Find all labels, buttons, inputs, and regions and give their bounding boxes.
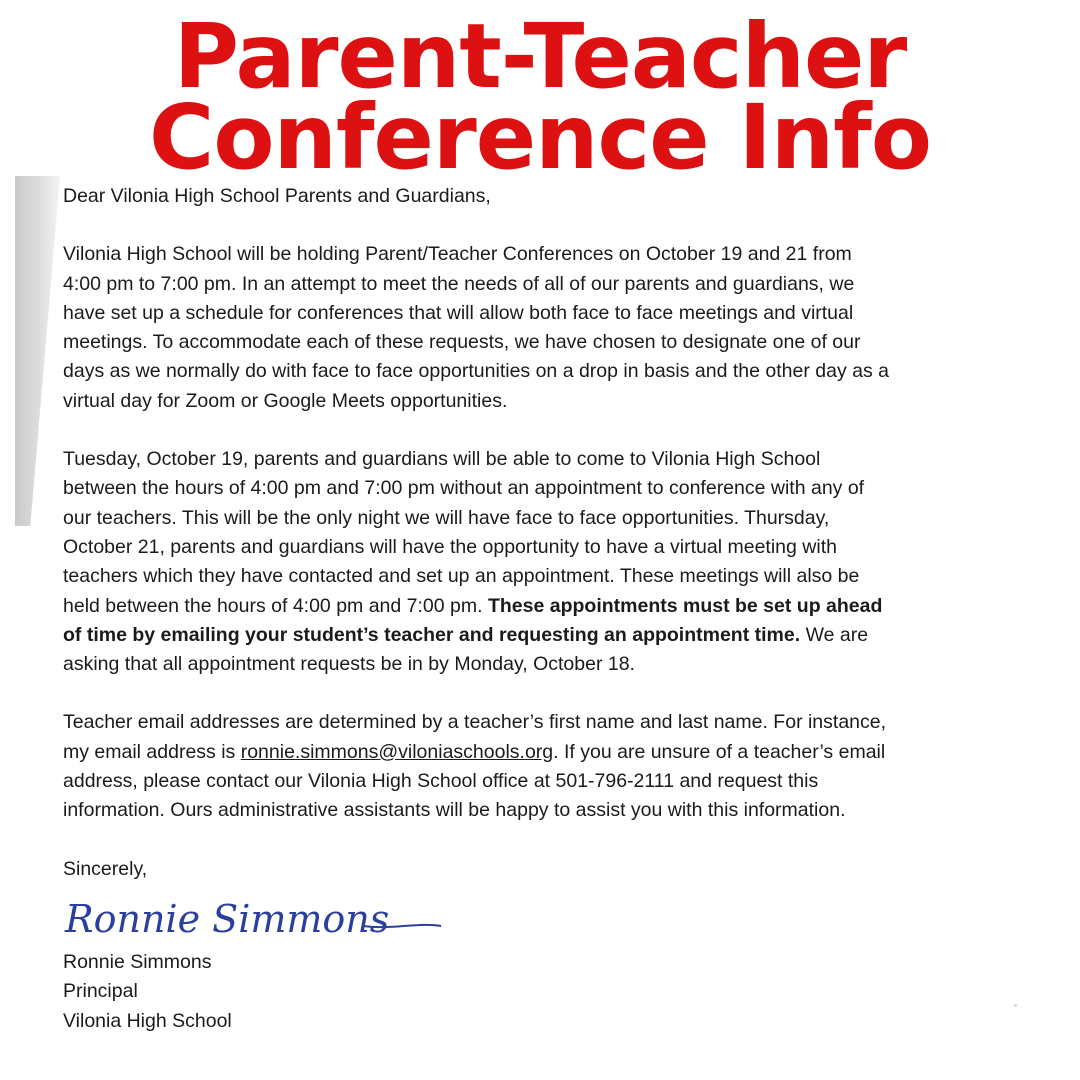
text-line: address, please contact our Vilonia High School office at 501-796-2111 and request this: [63, 770, 819, 793]
scan-shadow-edge: [15, 176, 60, 526]
email-link[interactable]: ronnie.simmons@viloniaschools.org: [240, 740, 554, 763]
text-line: days as we normally do with face to face opportunities on a drop in basis and the other day as a: [63, 360, 889, 383]
headline-line-2: Conference Info: [149, 85, 931, 189]
text-line: asking that all appointment requests be in by Monday, October 18.: [63, 653, 635, 676]
text-line: have set up a schedule for conferences that will allow both face to face meetings and virtual: [63, 301, 854, 324]
text-line: October 21, parents and guardians will have the opportunity to have a virtual meeting with: [63, 535, 837, 558]
text-line: information. Ours administrative assistants will be happy to assist you with this information.: [63, 799, 846, 822]
text-line: virtual day for Zoom or Google Meets opportunities.: [63, 389, 508, 412]
signatory-block: [63, 948, 1063, 1036]
text-line: held between the hours of 4:00 pm and 7:00 pm. These appointments must be set up ahead: [63, 594, 883, 617]
text-line: teachers which they have contacted and set up an appointment. These meetings will also be: [63, 565, 860, 588]
paragraph-schedule: [63, 445, 1063, 679]
paragraph-email-info: [63, 708, 1063, 825]
text-line: meetings. To accommodate each of these requests, we have chosen to designate one of our: [63, 331, 861, 354]
letter-greeting: Dear Vilonia High School Parents and Guardians,: [63, 185, 491, 207]
bold-instruction-1: These appointments must be set up ahead: [487, 594, 883, 617]
paragraph-conference-dates: [63, 240, 1063, 416]
text-line: of time by emailing your student’s teacher and requesting an appointment time. We are: [63, 623, 869, 646]
signatory-title: Principal: [63, 980, 138, 1003]
text-line: Tuesday, October 19, parents and guardians will be able to come to Vilonia High School: [63, 448, 821, 471]
closing: Sincerely,: [63, 857, 148, 880]
bold-instruction-2: of time by emailing your student’s teacher and requesting an appointment time.: [63, 623, 801, 646]
text-line: Vilonia High School will be holding Parent/Teacher Conferences on October 19 and 21 from: [63, 243, 852, 266]
text-line: our teachers. This will be the only night we will have face to face opportunities. Thursday,: [63, 506, 830, 529]
text-line: between the hours of 4:00 pm and 7:00 pm without an appointment to conference with any of: [63, 477, 865, 500]
handwritten-signature: [63, 896, 463, 944]
headline-line-1: Parent-Teacher: [173, 4, 907, 108]
signatory-school: Vilonia High School: [63, 1009, 232, 1032]
signature-script: Ronnie Simmons: [65, 896, 390, 941]
text-line: 4:00 pm to 7:00 pm. In an attempt to meet the needs of all of our parents and guardians, we: [63, 272, 855, 295]
letter-body: [63, 182, 1063, 1036]
text-line: my email address is ronnie.simmons@viloniaschools.org. If you are unsure of a teacher’s email: [63, 740, 886, 763]
text-line: Teacher email addresses are determined by a teacher’s first name and last name. For instance,: [63, 711, 887, 734]
signatory-name: Ronnie Simmons: [63, 950, 212, 973]
